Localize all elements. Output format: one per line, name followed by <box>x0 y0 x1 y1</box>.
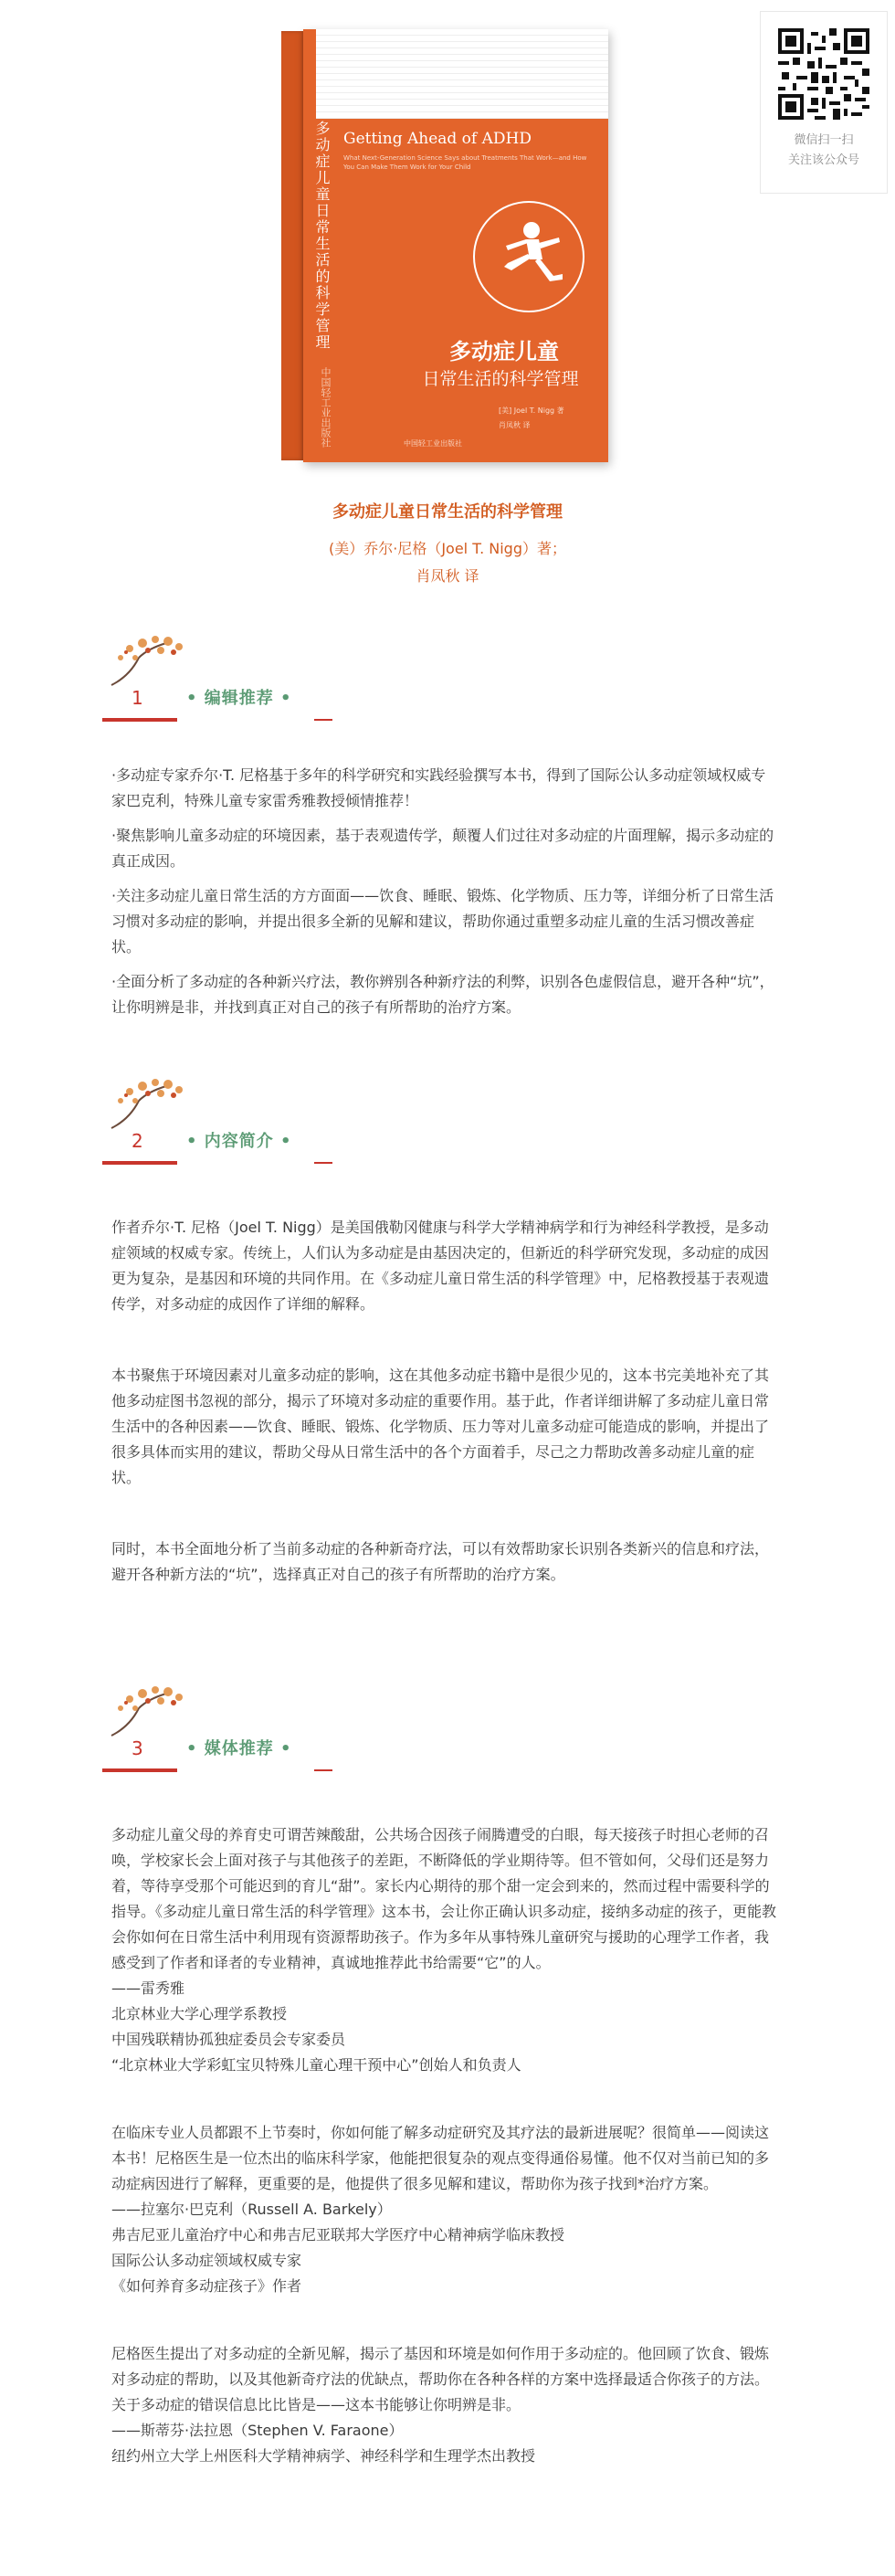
section-underline <box>102 1161 177 1165</box>
content-paragraph: 本书聚焦于环境因素对儿童多动症的影响，这在其他多动症书籍中是很少见的，这本书完美地补充了其他多动症图书忽视的部分，揭示了环境对多动症的重要作用。基于此，作者详细讲解了多动症儿童日常生活中的各种因素——饮食、睡眠、锻炼、化学物质、压力等对儿童多动症可能造成的影响，并提出了很多具体而实用的建议，帮助父母从日常生活中的各个方面着手，尽己之力帮助改善多动症儿童的症状。 <box>111 1367 770 1486</box>
section-underline-thin <box>177 1769 332 1771</box>
cover-vertical-publisher: 中国轻工业出版社 <box>320 367 332 448</box>
media-review <box>111 1822 778 2078</box>
editor-point: ·聚焦影响儿童多动症的环境因素，基于表观遗传学，颠覆人们过往对多动症的片面理解，揭示多动症的真正成因。 <box>111 827 774 870</box>
cover-publisher: 中国轻工业出版社 <box>404 439 462 448</box>
qr-code-icon <box>778 28 869 120</box>
review-affiliation: 北京林业大学心理学系教授 <box>111 2005 288 2022</box>
qr-card <box>760 11 888 194</box>
review-affiliation: 中国残联精协孤独症委员会专家委员 <box>111 2031 346 2048</box>
book-author: (美）乔尔·尼格（Joel T. Nigg）著； <box>329 540 566 557</box>
section-label: • 内容简介 • <box>186 1132 292 1151</box>
cover-translator: 肖凤秋 译 <box>499 421 531 429</box>
section-number: 3 <box>132 1737 143 1759</box>
content-paragraph: 同时，本书全面地分析了当前多动症的各种新奇疗法，可以有效帮助家长识别各类新兴的信息和疗法，避开各种新方法的“坑”，选择真正对自己的孩子有所帮助的治疗方案。 <box>111 1540 770 1583</box>
review-body: 多动症儿童父母的养育史可谓苦辣酸甜，公共场合因孩子闹腾遭受的白眼，每天接孩子时担心老师的召唤，学校家长会上面对孩子与其他孩子的差距，不断降低的学业期待等。但不管如何，父母们还是努力着，等待享受那个可能迟到的育儿“甜”。家长内心期待的那个甜一定会到来的，然而过程中需要科学的指导。《多动症儿童日常生活的科学管理》这本书，会让你正确认识多动症，接纳多动症的孩子，更能教会你如何在日常生活中利用现有资源帮助孩子。作为多年从事特殊儿童研究与援助的心理学工作者，我感受到了作者和译者的专业精神，真诚地推荐此书给需要“它”的人。 <box>111 1826 777 1971</box>
cover-author <box>499 404 564 433</box>
review-affiliation: 纽约州立大学上州医科大学精神病学、神经科学和生理学杰出教授 <box>111 2447 536 2465</box>
editor-recommendation <box>111 763 778 1029</box>
section-underline-thin <box>177 719 332 721</box>
autumn-tree-icon <box>102 1073 194 1130</box>
content-summary <box>111 1215 778 1597</box>
section-number: 2 <box>132 1130 143 1152</box>
editor-point: ·多动症专家乔尔·T. 尼格基于多年的科学研究和实践经验撰写本书，得到了国际公认多动症领域权威专家巴克利，特殊儿童专家雷秀雅教授倾情推荐！ <box>111 766 766 809</box>
book-front <box>303 29 608 462</box>
section-underline <box>102 1768 177 1772</box>
book-translator: 肖凤秋 译 <box>416 567 479 585</box>
book-cover-image <box>274 26 612 464</box>
cover-english-subtitle: What Next-Generation Science Says about Treatments That Work—and How You Can Make Them Work for Your Child <box>343 154 587 171</box>
section-underline-thin <box>177 1162 332 1164</box>
editor-point: ·全面分析了多动症的各种新兴疗法，教你辨别各种新疗法的利弊，识别各色虚假信息，避开各种“坑”，让你明辨是非，并找到真正对自己的孩子有所帮助的治疗方案。 <box>111 973 774 1016</box>
section-header-media <box>102 1681 340 1781</box>
review-signature: ——雷秀雅 <box>111 1980 185 1997</box>
cover-circle <box>473 201 584 312</box>
review-affiliation: 弗吉尼亚儿童治疗中心和弗吉尼亚联邦大学医疗中心精神病学临床教授 <box>111 2226 565 2243</box>
cover-english-title: Getting Ahead of ADHD <box>343 130 532 148</box>
book-title: 多动症儿童日常生活的科学管理 <box>332 502 563 522</box>
cover-author-en: [美] Joel T. Nigg 著 <box>499 406 564 415</box>
review-affiliation: 国际公认多动症领域权威专家 <box>111 2252 302 2269</box>
review-body: 尼格医生提出了对多动症的全新见解，揭示了基因和环境是如何作用于多动症的。他回顾了饮食、锻炼对多动症的帮助，以及其他新奇疗法的优缺点，帮助你在各种各样的方案中选择最适合你孩子的方法。关于多动症的错误信息比比皆是——这本书能够让你明辨是非。 <box>111 2345 770 2413</box>
media-recommendation <box>111 1822 778 2469</box>
editor-point: ·关注多动症儿童日常生活的方方面面——饮食、睡眠、锻炼、化学物质、压力等，详细分析了日常生活习惯对多动症的影响，并提出很多全新的见解和建议，帮助你通过重塑多动症儿童的生活习惯改善症状。 <box>111 887 774 955</box>
autumn-tree-icon <box>102 630 194 687</box>
review-signature: ——拉塞尔·巴克利（Russell A. Barkely） <box>111 2201 392 2218</box>
section-header-content <box>102 1073 340 1174</box>
cover-vertical-title: 多动症儿童日常生活的科学管理 <box>313 121 331 351</box>
cover-notebook-lines <box>316 29 608 119</box>
running-child-icon <box>475 203 583 311</box>
cover-chinese-title: 多动症儿童 <box>449 339 559 364</box>
autumn-tree-icon <box>102 1681 194 1737</box>
section-header-editor <box>102 630 340 731</box>
qr-caption-1: 微信扫一扫 <box>794 133 854 147</box>
section-number: 1 <box>132 687 143 709</box>
section-label: • 媒体推荐 • <box>186 1739 292 1758</box>
book-author-line <box>0 535 895 590</box>
media-review <box>111 2341 778 2469</box>
cover-chinese-subtitle: 日常生活的科学管理 <box>422 369 579 389</box>
book-spine <box>281 31 305 460</box>
review-affiliation: 《如何养育多动症孩子》作者 <box>111 2277 302 2295</box>
section-underline <box>102 718 177 722</box>
section-label: • 编辑推荐 • <box>186 689 292 708</box>
content-paragraph: 作者乔尔·T. 尼格（Joel T. Nigg）是美国俄勒冈健康与科学大学精神病学和行为神经科学教授，是多动症领域的权威专家。传统上，人们认为多动症是由基因决定的，但新近的科学研究发现，多动症的成因更为复杂，是基因和环境的共同作用。在《多动症儿童日常生活的科学管理》中，尼格教授基于表观遗传学，对多动症的成因作了详细的解释。 <box>111 1219 770 1313</box>
review-affiliation: “北京林业大学彩虹宝贝特殊儿童心理干预中心”创始人和负责人 <box>111 2056 521 2074</box>
qr-caption-2: 关注该公众号 <box>787 153 859 167</box>
media-review <box>111 2120 778 2299</box>
review-signature: ——斯蒂芬·法拉恩（Stephen V. Faraone） <box>111 2422 404 2439</box>
review-body: 在临床专业人员都跟不上节奏时，你如何能了解多动症研究及其疗法的最新进展呢？很简单——阅读这本书！尼格医生是一位杰出的临床科学家，他能把很复杂的观点变得通俗易懂。他不仅对当前已知的多动症病因进行了解释，更重要的是，他提供了很多见解和建议，帮助你为孩子找到*治疗方案。 <box>111 2124 770 2192</box>
